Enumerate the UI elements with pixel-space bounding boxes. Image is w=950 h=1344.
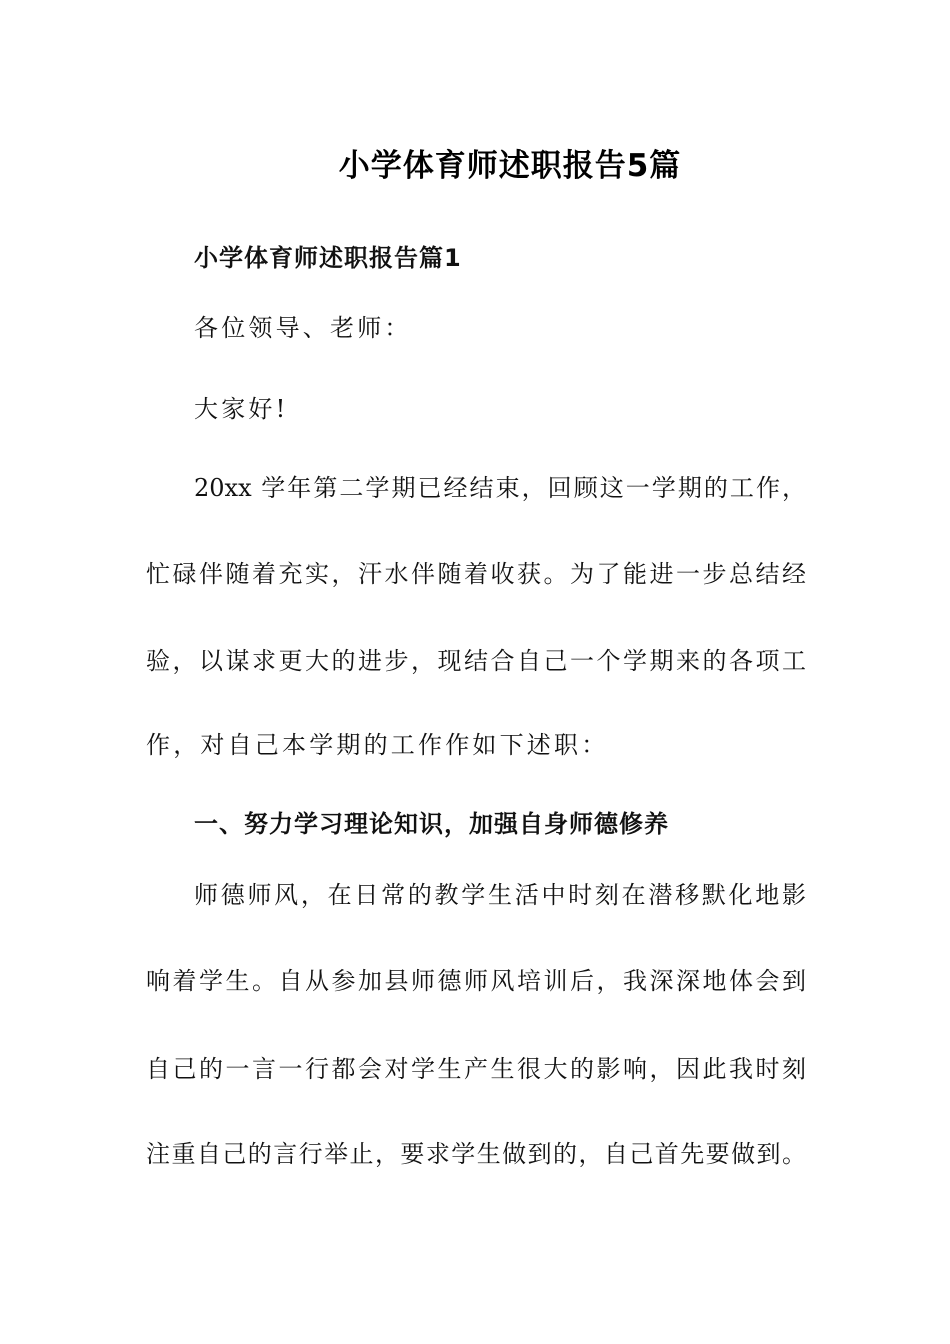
paragraph2-line: 自己的一言一行都会对学生产生很大的影响，因此我时刻 [146,1055,806,1083]
section-heading: 小学体育师述职报告篇1 [194,244,462,272]
salutation: 各位领导、老师： [194,314,412,342]
paragraph1-line: 忙碌伴随着充实，汗水伴随着收获。为了能进一步总结经 [146,560,806,588]
paragraph2-line: 师德师风，在日常的教学生活中时刻在潜移默化地影 [194,881,806,909]
document-title: 小学体育师述职报告5篇 [338,148,682,184]
paragraph1-line: 验，以谋求更大的进步，现结合自己一个学期来的各项工 [146,647,806,675]
paragraph2-line: 注重自己的言行举止，要求学生做到的，自己首先要做到。 [146,1140,806,1168]
paragraph2-line: 响着学生。自从参加县师德师风培训后，我深深地体会到 [146,967,806,995]
subheading: 一、努力学习理论知识，加强自身师德修养 [194,810,669,838]
paragraph1-line: 20xx 学年第二学期已经结束，回顾这一学期的工作， [194,474,806,502]
paragraph1-line: 作，对自己本学期的工作作如下述职： [146,731,609,759]
greeting: 大家好! [194,395,289,423]
